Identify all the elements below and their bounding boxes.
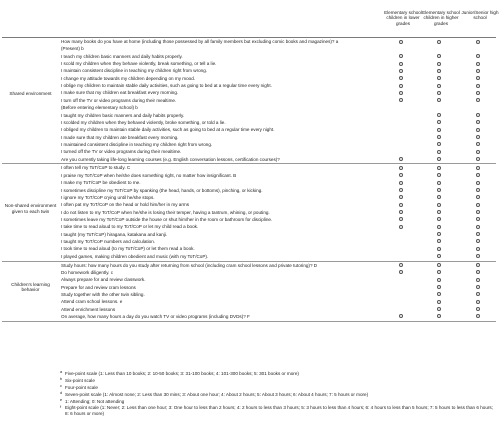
footnote-mark: b bbox=[60, 377, 63, 382]
footnote-mark: a bbox=[60, 370, 63, 375]
footnote bbox=[60, 371, 496, 377]
row-question: I ignore my ToT/CoP crying until he/she stops. bbox=[61, 194, 155, 200]
applicable-circle-icon bbox=[399, 217, 403, 221]
applicable-circle-icon bbox=[476, 120, 480, 124]
applicable-circle-icon bbox=[476, 142, 480, 146]
applicable-circle-icon bbox=[437, 278, 441, 282]
table-row bbox=[61, 194, 496, 201]
row-question: Attend cram school lessons. e bbox=[61, 299, 123, 305]
applicable-circle-icon bbox=[399, 62, 403, 66]
applicable-circle-icon bbox=[399, 157, 403, 161]
applicable-circle-icon bbox=[476, 69, 480, 73]
table-row bbox=[61, 306, 496, 313]
applicable-circle-icon bbox=[476, 263, 480, 267]
applicable-circle-icon bbox=[476, 300, 480, 304]
applicable-circle-icon bbox=[476, 254, 480, 258]
applicable-circle-icon bbox=[399, 166, 403, 170]
applicable-circle-icon bbox=[476, 54, 480, 58]
applicable-circle-icon bbox=[476, 232, 480, 236]
applicable-circle-icon bbox=[437, 270, 441, 274]
table-row bbox=[61, 104, 496, 111]
footnote-text: Eight-point scale (1: Never; 2: Less than one hour; 3: One hour to less than 2 hours; 4: 2 hours to less than 3 hours; 5: 3 hours to less than 4 hours; 6: 4 hours to less than 5 hours; 7: 5 hours to less than 6 hours; 8: 6 hours or more) bbox=[65, 405, 493, 417]
applicable-circle-icon bbox=[437, 128, 441, 132]
applicable-circle-icon bbox=[476, 188, 480, 192]
column-header-lower-grades: Elementary school children in lower grades bbox=[384, 10, 422, 26]
applicable-circle-icon bbox=[476, 195, 480, 199]
applicable-circle-icon bbox=[437, 40, 441, 44]
footnote-mark: c bbox=[60, 384, 62, 389]
applicable-circle-icon bbox=[399, 173, 403, 177]
table-row bbox=[61, 231, 496, 238]
row-question: I sometimes discipline my ToT/CoP by spanking (the head, hands, or bottoms), pinching, or kicking. bbox=[61, 187, 263, 193]
applicable-circle-icon bbox=[437, 142, 441, 146]
applicable-circle-icon bbox=[437, 166, 441, 170]
table-row bbox=[61, 112, 496, 119]
applicable-circle-icon bbox=[476, 247, 480, 251]
applicable-circle-icon bbox=[399, 54, 403, 58]
applicable-circle-icon bbox=[437, 307, 441, 311]
applicable-circle-icon bbox=[476, 128, 480, 132]
table-row bbox=[61, 253, 496, 260]
applicable-circle-icon bbox=[476, 307, 480, 311]
table-row bbox=[61, 187, 496, 194]
applicable-circle-icon bbox=[437, 113, 441, 117]
table-row bbox=[61, 67, 496, 74]
row-question: Are you currently taking life-long learning courses (e.g. English conversation lessons, certification courses)? bbox=[61, 156, 280, 162]
column-header-higher-grades: Elementary school children in higher grades bbox=[422, 10, 460, 26]
table-row bbox=[61, 38, 496, 45]
table-row bbox=[61, 262, 496, 269]
table-row bbox=[61, 201, 496, 208]
table-row bbox=[61, 126, 496, 133]
applicable-circle-icon bbox=[437, 217, 441, 221]
applicable-circle-icon bbox=[437, 54, 441, 58]
row-question: I take time to read aloud to my ToT/CoP or let my child read a book. bbox=[61, 224, 199, 230]
applicable-circle-icon bbox=[476, 40, 480, 44]
table-row bbox=[61, 60, 496, 67]
footnote-text: Five-point scale (1: Less than 10 books; 2: 10-50 books; 3: 31-100 books; 4: 101-300 books; 5: 301 books or more) bbox=[65, 371, 299, 376]
row-question: (Before entering elementary school) b bbox=[61, 105, 138, 111]
column-header-high-school: Junior/Senior high school bbox=[461, 10, 499, 21]
table-row bbox=[61, 238, 496, 245]
table-row bbox=[61, 75, 496, 82]
applicable-circle-icon bbox=[437, 285, 441, 289]
applicable-circle-icon bbox=[476, 166, 480, 170]
section-divider bbox=[2, 321, 496, 322]
row-question: I taught my ToT/CoP numbers and calculation. bbox=[61, 238, 156, 244]
applicable-circle-icon bbox=[437, 62, 441, 66]
table-row bbox=[61, 156, 496, 163]
applicable-circle-icon bbox=[437, 173, 441, 177]
table-row bbox=[61, 291, 496, 298]
applicable-circle-icon bbox=[437, 239, 441, 243]
applicable-circle-icon bbox=[399, 203, 403, 207]
footnote-mark: f bbox=[60, 404, 62, 409]
table-row bbox=[61, 89, 496, 96]
section-label: Shared environment bbox=[9, 91, 52, 97]
applicable-circle-icon bbox=[476, 203, 480, 207]
applicable-circle-icon bbox=[476, 98, 480, 102]
row-question: I sometimes leave my ToT/CoP outside the house or shut him/her in the room or bathroom for discipline. bbox=[61, 216, 273, 222]
applicable-circle-icon bbox=[437, 150, 441, 154]
applicable-circle-icon bbox=[437, 247, 441, 251]
table-row bbox=[61, 269, 496, 276]
applicable-circle-icon bbox=[399, 225, 403, 229]
table-row bbox=[61, 245, 496, 252]
footnotes bbox=[60, 371, 496, 418]
footnote bbox=[60, 385, 496, 391]
applicable-circle-icon bbox=[437, 232, 441, 236]
applicable-circle-icon bbox=[476, 314, 480, 318]
applicable-circle-icon bbox=[399, 210, 403, 214]
applicable-circle-icon bbox=[437, 135, 441, 139]
applicable-circle-icon bbox=[476, 278, 480, 282]
row-question: I played games, making children obedient and music (with my ToT/CoP). bbox=[61, 253, 209, 259]
row-question: I turn off the TV or video programs during their mealtime. bbox=[61, 97, 177, 103]
row-question: I teach my children basic manners and daily habits properly. bbox=[61, 53, 183, 59]
row-question: I obliged my children to maintain stable daily activities, such as going to bed at a regular time every night. bbox=[61, 127, 275, 133]
applicable-circle-icon bbox=[399, 84, 403, 88]
row-question: I took time to read aloud (to my ToT/CoP) or let them read a book. bbox=[61, 246, 195, 252]
table-row bbox=[61, 223, 496, 230]
row-question: I make my ToT/CoP be obedient to me. bbox=[61, 180, 141, 186]
applicable-circle-icon bbox=[437, 188, 441, 192]
applicable-circle-icon bbox=[476, 210, 480, 214]
table-row bbox=[61, 172, 496, 179]
table-row bbox=[61, 148, 496, 155]
applicable-circle-icon bbox=[476, 217, 480, 221]
applicable-circle-icon bbox=[476, 270, 480, 274]
table-row bbox=[61, 209, 496, 216]
row-question: I maintain consistent discipline in teaching my children right from wrong. bbox=[61, 68, 208, 74]
footnote-text: Seven-point scale (1: Almost none; 2: Less than 30 mins; 3: About one hour; 4: About 2 hours; 5: About 3 hours; 6: About 4 hours; 7: 5 hours or more) bbox=[65, 391, 369, 397]
applicable-circle-icon bbox=[437, 254, 441, 258]
applicable-circle-icon bbox=[437, 69, 441, 73]
applicable-circle-icon bbox=[399, 76, 403, 80]
row-question: I made sure that my children ate breakfast every morning. bbox=[61, 134, 179, 140]
row-question: On average, how many hours a day do you watch TV or video programs (including DVDs)? F bbox=[61, 313, 250, 319]
row-question: Study together with the other twin sibling. bbox=[61, 291, 145, 297]
footnote-mark: e bbox=[60, 397, 63, 402]
applicable-circle-icon bbox=[399, 195, 403, 199]
row-question: I oblige my children to maintain stable daily activities, such as going to bed at a regular time every night. bbox=[61, 83, 272, 89]
applicable-circle-icon bbox=[476, 157, 480, 161]
table-row bbox=[61, 141, 496, 148]
table-row bbox=[61, 216, 496, 223]
applicable-circle-icon bbox=[437, 203, 441, 207]
table-row bbox=[61, 313, 496, 320]
row-question: Study hours: how many hours do you study after returning from school (including cram school lessons and private tutoring)? D bbox=[61, 262, 318, 268]
applicable-circle-icon bbox=[476, 135, 480, 139]
footnote bbox=[60, 405, 496, 416]
section-label: Non-shared environment given to each twin bbox=[4, 203, 57, 214]
applicable-circle-icon bbox=[437, 98, 441, 102]
applicable-circle-icon bbox=[437, 314, 441, 318]
applicable-circle-icon bbox=[399, 91, 403, 95]
applicable-circle-icon bbox=[437, 76, 441, 80]
table-row bbox=[61, 164, 496, 171]
applicable-circle-icon bbox=[437, 300, 441, 304]
applicable-circle-icon bbox=[437, 157, 441, 161]
table-row bbox=[61, 284, 496, 291]
applicable-circle-icon bbox=[476, 181, 480, 185]
row-question: Do homework diligently. c bbox=[61, 269, 113, 275]
applicable-circle-icon bbox=[437, 292, 441, 296]
row-question: I turned off the TV or video programs during their mealtime. bbox=[61, 149, 182, 155]
row-question: I do not listen to my ToT/CoP when he/she is losing their temper, having a tantrum, whining, or pouting. bbox=[61, 209, 270, 215]
table-row bbox=[61, 119, 496, 126]
applicable-circle-icon bbox=[476, 225, 480, 229]
table-row bbox=[61, 179, 496, 186]
table-row bbox=[61, 134, 496, 141]
applicable-circle-icon bbox=[437, 263, 441, 267]
table-row bbox=[61, 276, 496, 283]
applicable-circle-icon bbox=[399, 40, 403, 44]
footnote-text: 1: Attending; 0: Not attending bbox=[65, 398, 125, 404]
row-question: I make sure that my children eat breakfast every morning. bbox=[61, 90, 179, 96]
row-question: I maintained consistent discipline in teaching my children right from wrong. bbox=[61, 141, 213, 147]
table-row bbox=[61, 82, 496, 89]
row-question: I scolded my children when they behaved violently, broke something, or told a lie. bbox=[61, 119, 226, 125]
row-question: I change my attitude towards my children depending on my mood. bbox=[61, 75, 196, 81]
applicable-circle-icon bbox=[437, 195, 441, 199]
row-question: I taught (my ToT/CoP) hiragana, katakana and kanji. bbox=[61, 231, 168, 237]
footnote bbox=[60, 378, 496, 384]
applicable-circle-icon bbox=[437, 225, 441, 229]
row-question: (Present) b bbox=[61, 46, 84, 52]
row-question: I praise my ToT/CoP when he/she does something right, no matter how insignificant. B bbox=[61, 172, 237, 178]
applicable-circle-icon bbox=[476, 285, 480, 289]
row-question: I scold my children when they behave violently, break something, or tell a lie. bbox=[61, 61, 217, 67]
applicable-circle-icon bbox=[476, 91, 480, 95]
footnote bbox=[60, 399, 496, 405]
table-row bbox=[61, 45, 496, 52]
footnote bbox=[60, 392, 496, 398]
applicable-circle-icon bbox=[476, 173, 480, 177]
row-question: I often tell my ToT/CoP to study. C bbox=[61, 165, 131, 171]
row-question: I taught my children basic manners and daily habits properly. bbox=[61, 112, 185, 118]
applicable-circle-icon bbox=[476, 76, 480, 80]
footnote-text: Four-point scale bbox=[65, 384, 98, 390]
row-question: Attend enrichment lessons bbox=[61, 306, 116, 312]
row-question: I often pat my ToT/CoP on the head or hold him/her in my arms bbox=[61, 202, 190, 208]
applicable-circle-icon bbox=[399, 188, 403, 192]
applicable-circle-icon bbox=[476, 150, 480, 154]
table-row bbox=[61, 298, 496, 305]
applicable-circle-icon bbox=[437, 91, 441, 95]
section-label: Children's learning behavior bbox=[11, 281, 50, 293]
row-question: How many books do you have at home (including those possessed by all family members but excluding comic books and magazines)? a bbox=[61, 39, 339, 44]
applicable-circle-icon bbox=[476, 84, 480, 88]
applicable-circle-icon bbox=[399, 314, 403, 318]
applicable-circle-icon bbox=[437, 120, 441, 124]
row-question: Prepare for and review cram lessons bbox=[61, 284, 136, 290]
table-row bbox=[61, 53, 496, 60]
table-row bbox=[61, 97, 496, 104]
applicable-circle-icon bbox=[399, 69, 403, 73]
applicable-circle-icon bbox=[437, 181, 441, 185]
applicable-circle-icon bbox=[437, 210, 441, 214]
applicable-circle-icon bbox=[476, 239, 480, 243]
applicable-circle-icon bbox=[437, 84, 441, 88]
applicable-circle-icon bbox=[399, 98, 403, 102]
footnote-text: Six-point scale bbox=[65, 377, 95, 383]
applicable-circle-icon bbox=[476, 292, 480, 296]
applicable-circle-icon bbox=[399, 263, 403, 267]
footnote-mark: d bbox=[60, 391, 63, 396]
applicable-circle-icon bbox=[399, 181, 403, 185]
applicable-circle-icon bbox=[476, 113, 480, 117]
row-question: Always prepare for and review classwork. bbox=[61, 277, 146, 283]
applicable-circle-icon bbox=[476, 62, 480, 66]
applicable-circle-icon bbox=[399, 270, 403, 274]
